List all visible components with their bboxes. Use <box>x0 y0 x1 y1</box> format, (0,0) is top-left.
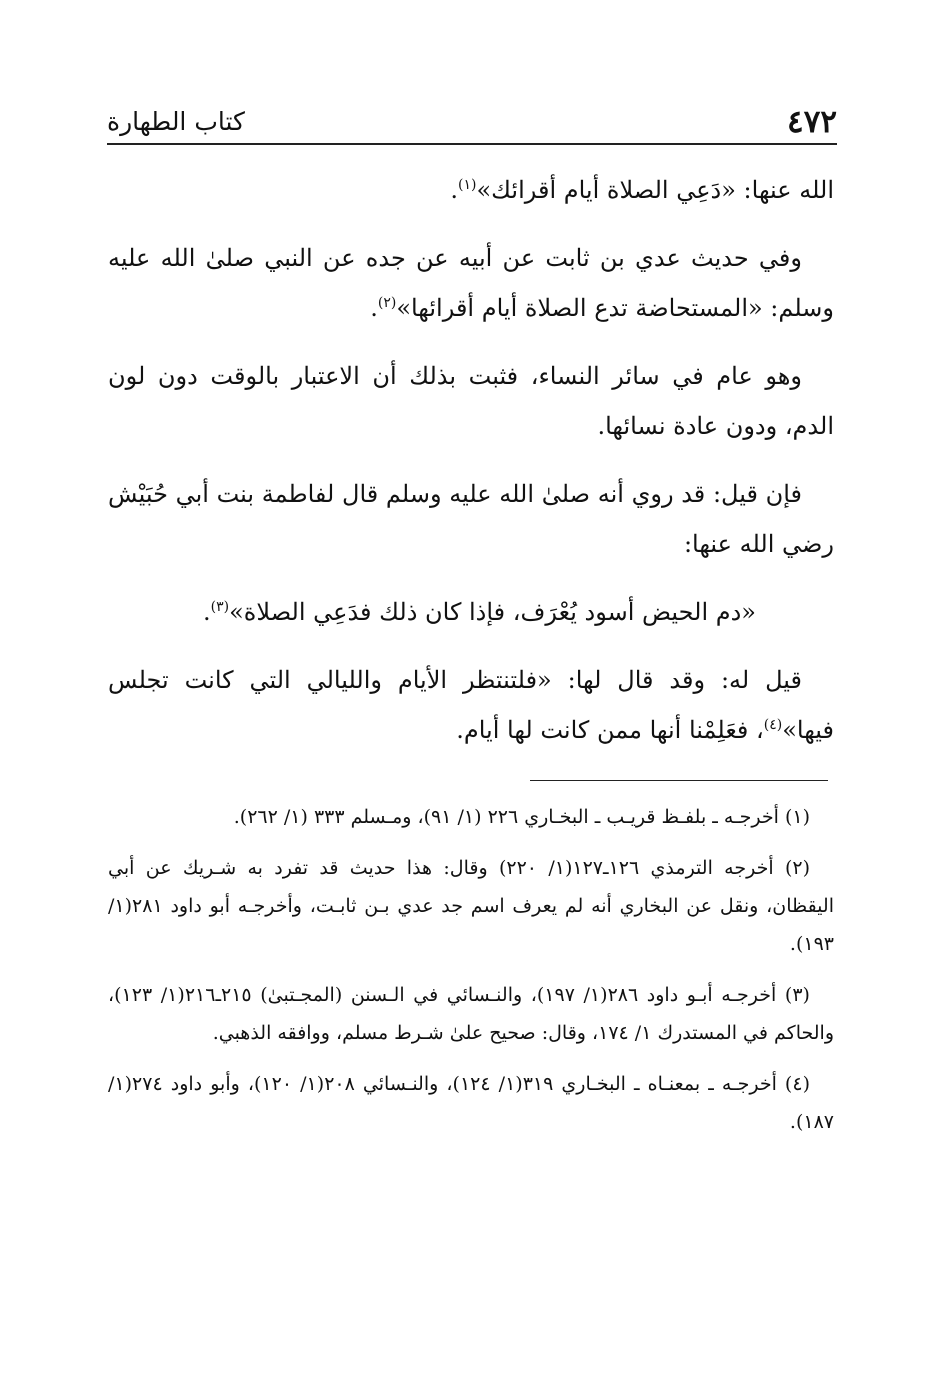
footnote-ref-1: (١) <box>458 177 477 193</box>
footnote-ref-3: (٣) <box>210 599 230 615</box>
paragraph-5-text: «دم الحيض أسود يُعْرَف، فإذا كان ذلك فدَعِي الصلاة» <box>229 598 756 626</box>
running-title: كتاب الطهارة <box>107 107 245 136</box>
footnote-4: (٤) أخرجـه ـ بمعنـاه ـ البخـاري ٣١٩(١/ ١٢٤)، والنـسائي ٢٠٨(١/ ١٢٠)، وأبو داود ٢٧٤(١/ ١٨٧). <box>108 1073 834 1133</box>
paragraph-6-tail: ، فعَلِمْنا أنها ممن كانت لها أيام. <box>456 716 764 744</box>
page-header <box>107 103 837 145</box>
paragraph-1 <box>108 165 834 215</box>
footnote-1: (١) أخرجـه ـ بلفـظ قريـب ـ البخـاري ٢٢٦ (١/ ٩١)، ومـسلم ٣٣٣ (١/ ٢٦٢). <box>233 806 810 828</box>
page-number: ٤٧٢ <box>787 104 837 140</box>
paragraph-3-text: وهو عام في سائر النساء، فثبت بذلك أن الاعتبار بالوقت دون لون الدم، ودون عادة نسائها. <box>108 362 834 440</box>
paragraph-6-text: قيل له: وقد قال لها: «فلتنتظر الأيام والليالي التي كانت تجلس فيها» <box>108 666 834 744</box>
footnote-separator <box>530 780 828 781</box>
paragraph-2 <box>108 233 834 333</box>
paragraph-3 <box>108 351 834 451</box>
paragraph-4-text: فإن قيل: قد روي أنه صلىٰ الله عليه وسلم قال لفاطمة بنت أبي حُبَيْش رضي الله عنها: <box>108 480 834 558</box>
footnotes <box>108 798 834 1154</box>
paragraph-5-tail: . <box>203 598 211 626</box>
paragraph-2-tail: . <box>370 294 378 322</box>
footnote-3: (٣) أخرجـه أبـو داود ٢٨٦(١/ ١٩٧)، والنـسائي في الـسنن (المجـتبىٰ) ٢١٥ـ٢١٦(١/ ١٢٣)، والحاكم في المستدرك ١/ ١٧٤، وقال: صحيح علىٰ شـرط مسلم، ووافقه الذهبي. <box>108 984 834 1044</box>
paragraph-2-text: وفي حديث عدي بن ثابت عن أبيه عن جده عن النبي صلىٰ الله عليه وسلم: «المستحاضة تدع الصلاة أيام أقرائها» <box>108 244 834 322</box>
paragraph-1-tail: . <box>450 176 459 204</box>
paragraph-6 <box>108 655 834 755</box>
paragraph-5-hadith-quote <box>108 587 834 637</box>
main-text <box>108 165 834 773</box>
footnote-ref-2: (٢) <box>377 295 397 311</box>
paragraph-4 <box>108 469 834 569</box>
footnote-ref-4: (٤) <box>763 717 783 733</box>
paragraph-1-text: الله عنها: «دَعِي الصلاة أيام أقرائك» <box>476 176 834 204</box>
footnote-2: (٢) أخرجه الترمذي ١٢٦ـ١٢٧(١/ ٢٢٠) وقال: هذا حديث قد تفرد به شـريك عن أبي اليقظان، ونقل عن البخاري أنه لم يعرف اسم جد عدي بـن ثابـت، وأخرجـه أبو داود ٢٨١(١/ ١٩٣). <box>108 857 834 955</box>
